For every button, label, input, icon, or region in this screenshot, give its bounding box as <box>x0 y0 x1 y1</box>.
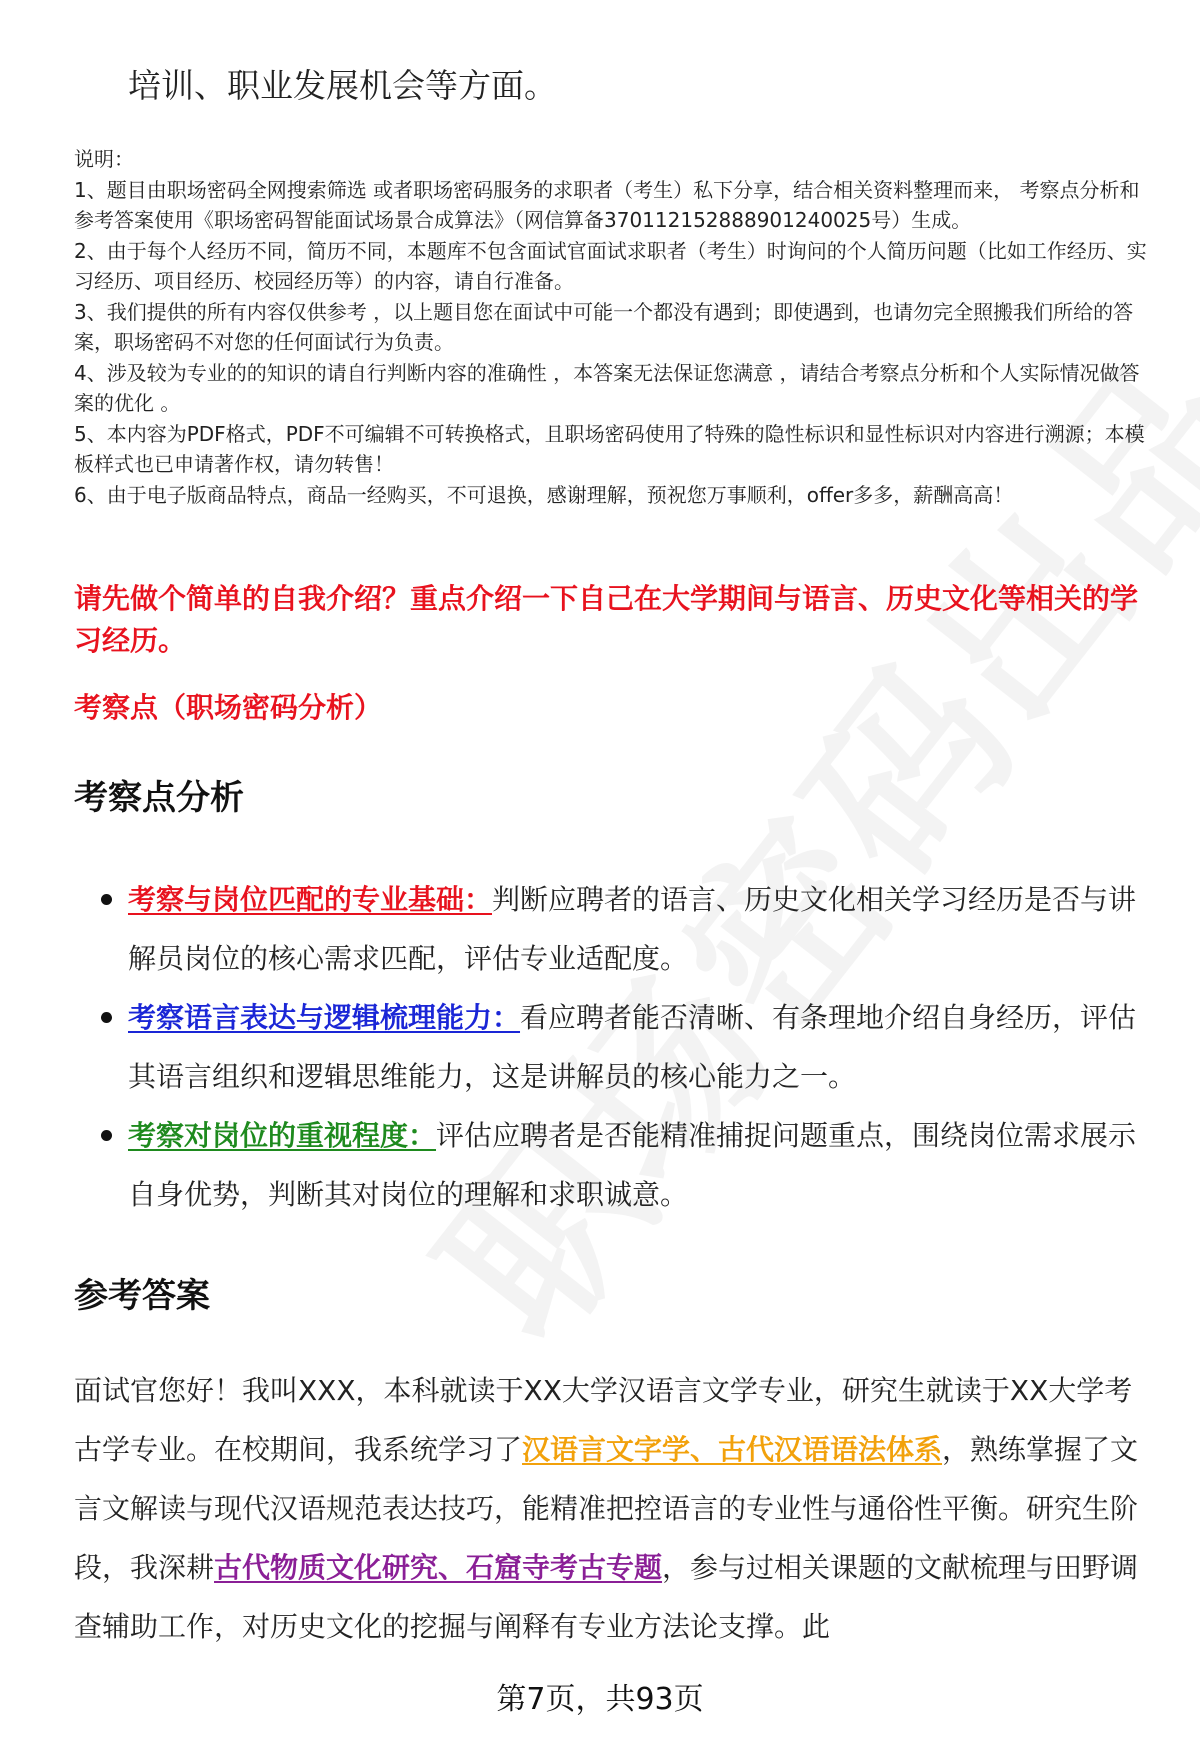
note-item: 2、由于每个人经历不同，简历不同，本题库不包含面试官面试求职者（考生）时询问的个人简历问题（比如工作经历、实习经历、项目经历、校园经历等）的内容，请自行准备。 <box>74 238 1147 293</box>
analysis-list <box>128 870 1148 1224</box>
note-item: 6、由于电子版商品特点，商品一经购买，不可退换，感谢理解，预祝您万事顺利，offer多多，薪酬高高！ <box>74 482 1014 507</box>
note-item: 1、题目由职场密码全网搜索筛选 或者职场密码服务的求职者（考生）私下分享，结合相关资料整理而来， 考察点分析和参考答案使用《职场密码智能面试场景合成算法》（网信算备370112152888901240025号）生成。 <box>74 177 1140 232</box>
note-item: 5、本内容为PDF格式，PDF不可编辑不可转换格式，且职场密码使用了特殊的隐性标识和显性标识对内容进行溯源；本模板样式也已申请著作权，请勿转售！ <box>74 421 1145 476</box>
analysis-label: 考察点（职场密码分析） <box>74 691 383 724</box>
analysis-bullet <box>128 988 1148 1106</box>
answer-highlight: 汉语言文字学、古代汉语语法体系 <box>522 1433 943 1466</box>
interview-question: 请先做个简单的自我介绍？重点介绍一下自己在大学期间与语言、历史文化等相关的学习经历。 <box>74 582 1139 657</box>
note-item: 4、涉及较为专业的的知识的请自行判断内容的准确性 ，本答案无法保证您满意 ，请结合考察点分析和个人实际情况做答案的优化 。 <box>74 360 1140 415</box>
answer-heading: 参考答案 <box>74 1276 210 1316</box>
notes-title: 说明： <box>74 147 134 171</box>
bullet-text: 看应聘者能否清晰、有条理地介绍自身经历，评估其语言组织和逻辑思维能力，这是讲解员的核心能力之一。 <box>128 1001 1137 1093</box>
answer-paragraph <box>74 1361 1154 1656</box>
bullet-text: 判断应聘者的语言、历史文化相关学习经历是否与讲解员岗位的核心需求匹配，评估专业适配度。 <box>128 883 1137 975</box>
bullet-text: 评估应聘者是否能精准捕捉问题重点，围绕岗位需求展示自身优势，判断其对岗位的理解和求职诚意。 <box>128 1119 1137 1211</box>
disclaimer-notes <box>74 144 1154 510</box>
answer-text: ，参与过相关课题的文献梳理与田野调查辅助工作，对历史文化的挖掘与阐释有专业方法论支撑。此 <box>74 1551 1139 1643</box>
analysis-bullet <box>128 870 1148 988</box>
note-item: 3、我们提供的所有内容仅供参考 ，以上题目您在面试中可能一个都没有遇到；即使遇到，也请勿完全照搬我们所给的答案，职场密码不对您的任何面试行为负责。 <box>74 299 1134 354</box>
continuation-text: 培训、职业发展机会等方面。 <box>128 66 557 105</box>
answer-text: 面试官您好！我叫XXX，本科就读于XX大学汉语言文学专业，研究生就读于XX大学考古学专业。在校期间，我系统学习了 <box>74 1374 1133 1466</box>
answer-highlight: 古代物质文化研究、石窟寺考古专题 <box>214 1551 663 1584</box>
analysis-bullet <box>128 1106 1148 1224</box>
bullet-keyword: 考察语言表达与逻辑梳理能力： <box>128 1001 521 1034</box>
bullet-keyword: 考察与岗位匹配的专业基础： <box>128 883 493 916</box>
answer-text: ，熟练掌握了文言文解读与现代汉语规范表达技巧，能精准把控语言的专业性与通俗性平衡。研究生阶段，我深耕 <box>74 1433 1139 1584</box>
page-number: 第7页，共93页 <box>496 1682 704 1717</box>
bullet-keyword: 考察对岗位的重视程度： <box>128 1119 437 1152</box>
analysis-heading: 考察点分析 <box>74 778 244 818</box>
